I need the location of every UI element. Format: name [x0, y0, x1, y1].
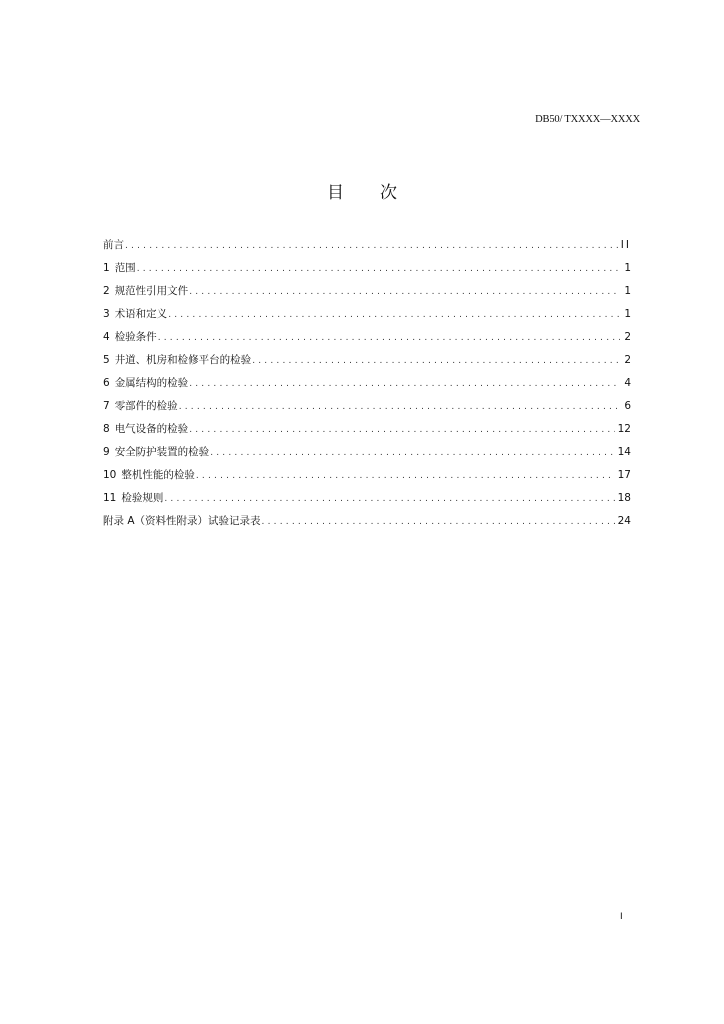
toc-entry-label	[103, 510, 262, 533]
toc-entry-number: 10	[103, 469, 117, 481]
toc-entry-text: 前言	[103, 239, 124, 251]
toc-entry-number: 4	[103, 331, 110, 343]
toc-entry-inspection-conditions[interactable]	[103, 326, 631, 349]
toc-entry-number: 5	[103, 354, 110, 366]
toc-entry-page: 1	[624, 285, 631, 297]
toc-entry-page: 4	[624, 377, 631, 389]
toc-entry-page: II	[620, 239, 631, 251]
toc-leader-dots	[262, 511, 615, 534]
toc-leader-dots	[196, 465, 615, 488]
toc-entry-components[interactable]	[103, 395, 631, 418]
toc-entry-label	[103, 464, 196, 487]
toc-entry-number: 2	[103, 285, 110, 297]
toc-entry-page: 12	[617, 423, 631, 435]
toc-entry-text: 范围	[114, 262, 136, 274]
toc-entry-appendix-a[interactable]	[103, 510, 631, 533]
toc-entry-foreword[interactable]	[103, 234, 631, 257]
toc-entry-label	[103, 257, 137, 280]
toc-entry-text: 零部件的检验	[114, 400, 178, 412]
toc-entry-label	[103, 280, 189, 303]
toc-entry-page: 6	[624, 400, 631, 412]
table-of-contents	[103, 234, 631, 533]
toc-entry-text: 检验规则	[121, 492, 164, 504]
toc-leader-dots	[189, 419, 614, 442]
toc-entry-label	[103, 441, 210, 464]
toc-entry-text: 井道、机房和检修平台的检验	[114, 354, 252, 366]
toc-entry-label	[103, 234, 125, 257]
toc-leader-dots	[164, 488, 614, 511]
toc-entry-safety-devices[interactable]	[103, 441, 631, 464]
toc-entry-label	[103, 372, 189, 395]
toc-entry-label	[103, 303, 168, 326]
toc-leader-dots	[210, 442, 614, 465]
toc-entry-number: 9	[103, 446, 110, 458]
toc-entry-page: 1	[624, 308, 631, 320]
toc-entry-text: 电气设备的检验	[114, 423, 189, 435]
toc-leader-dots	[158, 327, 620, 350]
document-code: DB50/ TXXXX—XXXX	[535, 114, 640, 125]
toc-entry-number: 8	[103, 423, 110, 435]
toc-entry-text: 安全防护装置的检验	[114, 446, 210, 458]
toc-leader-dots	[189, 281, 620, 304]
toc-entry-page: 1	[624, 262, 631, 274]
toc-entry-electrical-equipment[interactable]	[103, 418, 631, 441]
toc-entry-page: 17	[617, 469, 631, 481]
toc-entry-text: 附录 A（资料性附录）试验记录表	[103, 515, 261, 527]
page-number: I	[620, 912, 623, 922]
toc-entry-text: 整机性能的检验	[121, 469, 195, 481]
toc-entry-label	[103, 418, 189, 441]
toc-entry-label	[103, 349, 252, 372]
toc-entry-page: 18	[617, 492, 631, 504]
toc-entry-number: 3	[103, 308, 110, 320]
toc-entry-text: 术语和定义	[114, 308, 168, 320]
toc-leader-dots	[189, 373, 620, 396]
toc-leader-dots	[179, 396, 620, 419]
toc-leader-dots	[168, 304, 620, 327]
toc-entry-machine-performance[interactable]	[103, 464, 631, 487]
toc-entry-terms[interactable]	[103, 303, 631, 326]
toc-entry-scope[interactable]	[103, 257, 631, 280]
toc-entry-page: 24	[617, 515, 631, 527]
toc-entry-text: 金属结构的检验	[114, 377, 189, 389]
toc-entry-page: 2	[624, 331, 631, 343]
page-title: 目次	[327, 183, 433, 203]
toc-leader-dots	[137, 258, 620, 281]
toc-entry-page: 14	[617, 446, 631, 458]
toc-entry-text: 规范性引用文件	[114, 285, 189, 297]
toc-entry-inspection-rules[interactable]	[103, 487, 631, 510]
toc-entry-metal-structure[interactable]	[103, 372, 631, 395]
toc-entry-number: 7	[103, 400, 110, 412]
toc-leader-dots	[252, 350, 620, 373]
toc-leader-dots	[125, 235, 618, 258]
toc-entry-normative-references[interactable]	[103, 280, 631, 303]
toc-entry-label	[103, 326, 158, 349]
toc-entry-label	[103, 487, 164, 510]
toc-entry-number: 11	[103, 492, 117, 504]
toc-entry-label	[103, 395, 179, 418]
toc-entry-text: 检验条件	[114, 331, 157, 343]
toc-entry-number: 6	[103, 377, 110, 389]
toc-entry-number: 1	[103, 262, 110, 274]
toc-entry-shaft-machine-room[interactable]	[103, 349, 631, 372]
toc-entry-page: 2	[624, 354, 631, 366]
